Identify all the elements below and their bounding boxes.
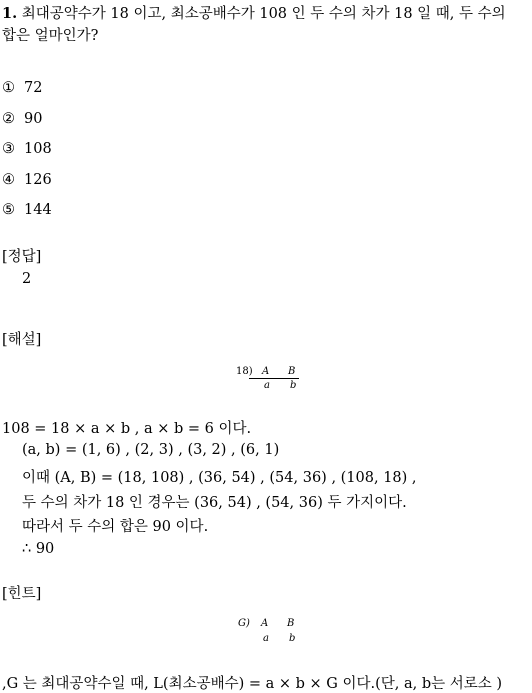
hint-divisor: G) [238,618,250,629]
diagram-qa: a [264,380,270,391]
diagram-line [249,378,299,379]
solution-line-6: ∴ 90 [22,541,55,557]
option-mark: ② [2,111,15,127]
diagram-b: B [288,366,296,377]
option-mark: ① [2,80,15,96]
option-mark: ④ [2,172,15,188]
answer-label: [정답] [2,249,42,265]
solution-line-5: 따라서 두 수의 합은 90 이다. [22,519,209,535]
option-5[interactable] [2,202,52,218]
answer-value: 2 [22,271,32,287]
option-value: 108 [24,141,52,157]
solution-line-4: 두 수의 차가 18 인 경우는 (36, 54) , (54, 36) 두 가지이다. [22,495,407,511]
hint-text: ,G 는 최대공약수일 때, L(최소공배수) = a × b × G 이다.(단, a, b는 서로소 ) [2,676,503,692]
diagram-a: A [262,366,270,377]
option-mark: ⑤ [2,202,15,218]
option-1[interactable] [2,80,42,96]
diagram-divisor: 18) [236,366,253,377]
hint-a: A [261,618,269,629]
solution-line-2: (a, b) = (1, 6) , (2, 3) , (3, 2) , (6, 1) [22,442,280,458]
hint-qa: a [263,633,269,644]
question-text-1: 최대공약수가 18 이고, 최소공배수가 108 인 두 수의 차가 18 일 때, 두 수의 [21,6,506,22]
solution-line-1: 108 = 18 × a × b , a × b = 6 이다. [2,421,252,437]
option-4[interactable] [2,172,52,188]
solution-label: [해설] [2,332,42,348]
option-value: 72 [24,80,43,96]
option-2[interactable] [2,111,42,127]
question-number: 1. [2,5,18,22]
diagram-qb: b [290,380,297,391]
question-text-2: 합은 얼마인가? [2,28,99,44]
solution-line-3: 이때 (A, B) = (18, 108) , (36, 54) , (54, 36) , (108, 18) , [22,470,417,486]
option-value: 126 [24,172,52,188]
option-value: 144 [24,202,52,218]
hint-b: B [287,618,295,629]
option-value: 90 [24,111,43,127]
hint-qb: b [289,633,296,644]
option-3[interactable] [2,141,52,157]
option-mark: ③ [2,141,15,157]
question-line-1 [2,2,506,23]
hint-label: [힌트] [2,586,42,602]
